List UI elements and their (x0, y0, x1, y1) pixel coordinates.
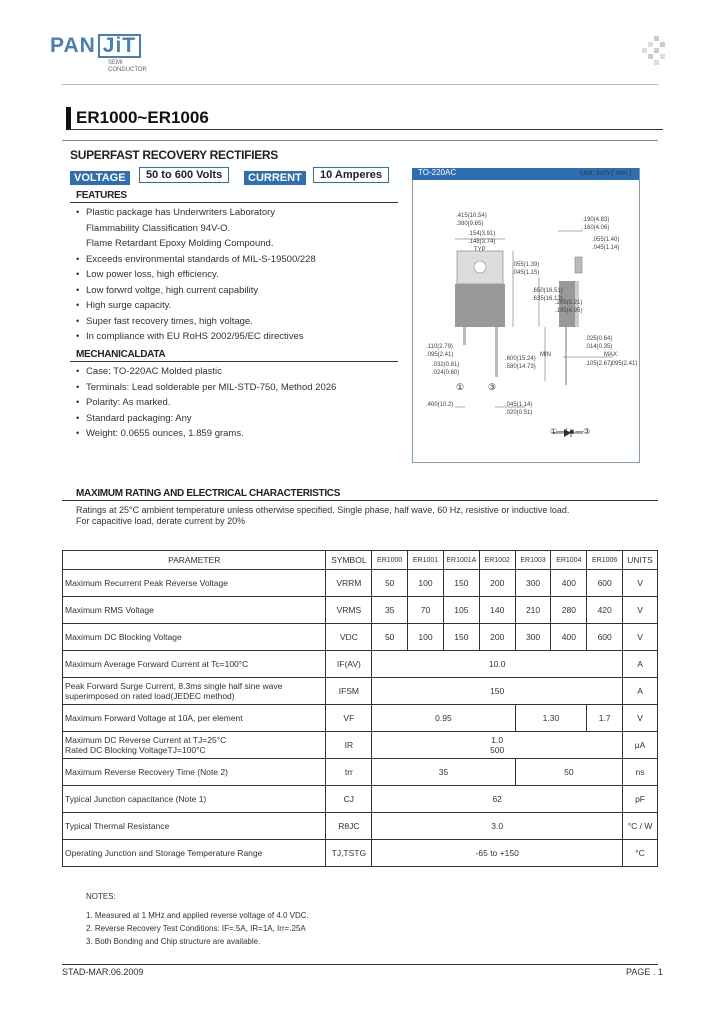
dim-label: MIN (540, 352, 551, 358)
table-row: Maximum Forward Voltage at 10A, per element VF 0.95 1.30 1.7 V (63, 705, 658, 732)
list-item: • Case: TO-220AC Molded plastic (76, 364, 406, 380)
dim-label: .154(3.91) (468, 231, 496, 237)
notes-section (86, 890, 309, 948)
dim-label: MAX (604, 352, 618, 358)
title-divider (62, 140, 658, 141)
dim-label: .148(3.74) (468, 239, 496, 245)
table-row: Typical Junction capacitance (Note 1) CJ 62 pF (63, 786, 658, 813)
dim-label: .045(1.14) (592, 245, 620, 251)
dim-label: .195(4.95) (555, 308, 583, 314)
note-item: 1. Measured at 1 MHz and applied reverse voltage of 4.0 VDC. (86, 911, 309, 920)
dim-label: .160(4.06) (582, 225, 610, 231)
list-item: • Standard packaging: Any (76, 411, 406, 427)
diode-schematic: ①—|◄—③ (550, 427, 591, 436)
list-item: • Terminals: Lead solderable per MIL-STD-750, Method 2026 (76, 380, 406, 396)
dim-label: .014(0.35) (585, 344, 613, 350)
package-unit: Unit: inch ( mm ) (580, 170, 632, 177)
decorative-dots-icon (636, 36, 666, 66)
pin3-marker: ③ (488, 382, 497, 392)
list-item: • Exceeds environmental standards of MIL-S-19500/228 (76, 252, 406, 268)
logo-jit-text: JiT (98, 34, 141, 58)
dim-label: .415(10.54) (456, 213, 487, 219)
list-item: • Polarity: As marked. (76, 395, 406, 411)
dim-label: .580(14.73) (505, 364, 536, 370)
dim-label: .095(2.41) (610, 361, 638, 367)
ratings-note-2: For capacitive load, derate current by 20% (76, 516, 246, 526)
table-row: Maximum Recurrent Peak Reverse Voltage VRRM 50 100 150 200 300 400 600 V (63, 570, 658, 597)
dim-label: .380(9.65) (456, 221, 484, 227)
table-row: Maximum Average Forward Current at Tc=100°C IF(AV) 10.0 A (63, 651, 658, 678)
ratings-note-1: Ratings at 25°C ambient temperature unless otherwise specified. Single phase, half wave, 60 Hz, resistive or inductive load. (76, 505, 570, 515)
table-header-row: PARAMETER SYMBOL ER1000 ER1001 ER1001A ER1002 ER1003 ER1004 ER1006 UNITS (63, 551, 658, 570)
package-label: TO-220AC (418, 168, 457, 177)
features-divider (70, 202, 398, 203)
dim-label: .400(10.2) (426, 402, 454, 408)
package-outline-drawing (413, 181, 638, 461)
dim-label: .110(2.79) (426, 344, 453, 350)
header-divider (62, 84, 658, 85)
list-item: • Low forwrd voltge, high current capability (76, 283, 406, 299)
list-item: • Weight: 0.0655 ounces, 1.859 grams. (76, 426, 406, 442)
dim-label: .055(1.39) (512, 262, 540, 268)
note-item: 3. Both Bonding and Chip structure are available. (86, 937, 261, 946)
dim-label: .600(15.24) (505, 356, 536, 362)
dim-label: .055(1.40) (592, 237, 620, 243)
dim-label: .025(0.64) (585, 336, 613, 342)
table-row: Operating Junction and Storage Temperature Range TJ,TSTG -65 to +150 °C (63, 840, 658, 867)
dim-label: .045(1.15) (512, 270, 540, 276)
product-subtitle: SUPERFAST RECOVERY RECTIFIERS (70, 148, 279, 162)
dim-label: .205(5.21) (555, 300, 583, 306)
footer-date: STAD-MAR.06.2009 (62, 967, 144, 977)
voltage-value: 50 to 600 Volts (139, 167, 229, 183)
dim-label: .032(0.81) (432, 362, 460, 368)
panjit-logo (50, 34, 141, 58)
mechanical-list (76, 364, 406, 442)
footer-page: PAGE . 1 (626, 967, 663, 977)
dim-label: .020(0.51) (505, 410, 533, 416)
dim-label: TYP (474, 247, 486, 253)
footer-divider (62, 964, 658, 965)
pin1-marker: ① (456, 382, 465, 392)
dim-label: .635(16.13) (532, 296, 563, 302)
current-value: 10 Amperes (313, 167, 389, 183)
mechanical-divider (70, 361, 398, 362)
characteristics-table (62, 550, 658, 867)
ratings-divider (62, 500, 658, 501)
features-heading: FEATURES (76, 190, 127, 201)
features-list (76, 205, 406, 345)
table-row: Maximum DC Reverse Current at TJ=25°C Rated DC Blocking VoltageTJ=100°C IR 1.0 500 μA (63, 732, 658, 759)
table-row: Maximum DC Blocking Voltage VDC 50 100 150 200 300 400 600 V (63, 624, 658, 651)
list-item: • High surge capacity. (76, 298, 406, 314)
list-item: • Low power loss, high efficiency. (76, 267, 406, 283)
table-row: Typical Thermal Resistance RθJC 3.0 °C / W (63, 813, 658, 840)
dim-label: .650(16.51) (532, 288, 563, 294)
note-item: 2. Reverse Recovery Test Conditions: IF=.5A, IR=1A, Irr=.25A (86, 924, 306, 933)
mechanical-heading: MECHANICALDATA (76, 349, 166, 360)
list-item: • Plastic package has Underwriters Laboratory Flammability Classification 94V-O. Flame Retardant Epoxy Molding Compound. (76, 205, 406, 252)
current-label: CURRENT (244, 168, 306, 186)
table-row: Peak Forward Surge Current, 8.3ms single half sine wave superimposed on rated load(JEDEC method) IFSM 150 A (63, 678, 658, 705)
table-row: Maximum Reverse Recovery Time (Note 2) trr 35 50 ns (63, 759, 658, 786)
list-item: • Super fast recovery times, high voltage. (76, 314, 406, 330)
page-title: ER1000~ER1006 (76, 108, 209, 127)
table-row: Maximum RMS Voltage VRMS 35 70 105 140 210 280 420 V (63, 597, 658, 624)
dim-label: .024(0.60) (432, 370, 460, 376)
logo-subtext: SEMI CONDUCTOR (108, 60, 147, 73)
voltage-label: VOLTAGE (70, 168, 130, 186)
list-item: • In compliance with EU RoHS 2002/95/EC directives (76, 329, 406, 345)
dim-label: .095(2.41) (426, 352, 454, 358)
dim-label: .045(1.14) (505, 402, 533, 408)
dim-label: .190(4.83) (582, 217, 610, 223)
logo-pan-text: PAN (50, 34, 96, 57)
notes-heading: NOTES: (86, 892, 116, 901)
dim-label: .105(2.67) (585, 361, 613, 367)
ratings-heading: MAXIMUM RATING AND ELECTRICAL CHARACTERISTICS (76, 488, 341, 499)
